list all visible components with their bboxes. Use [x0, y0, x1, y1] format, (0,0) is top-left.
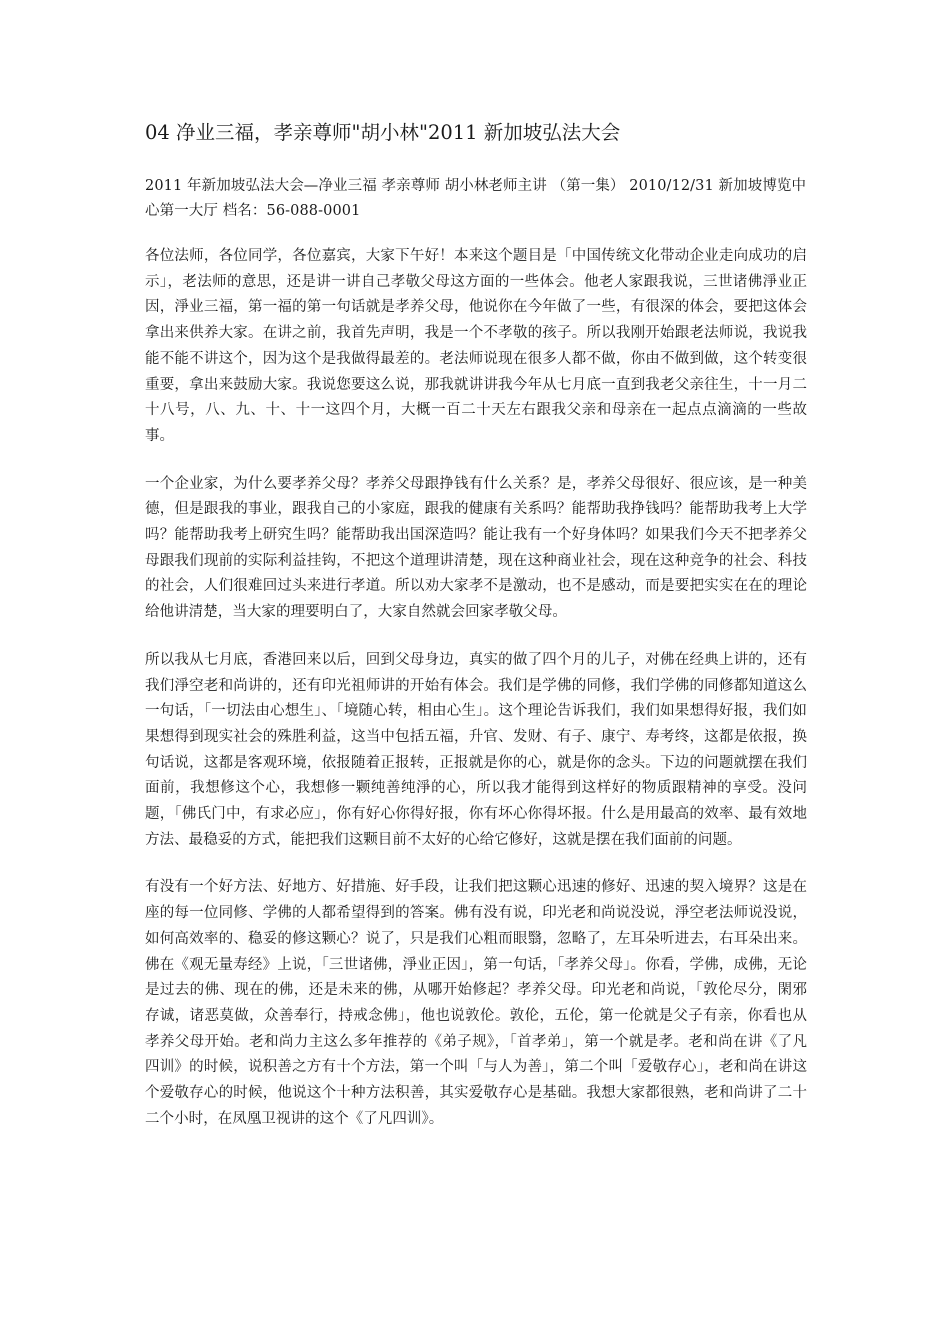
document-page: [145, 118, 807, 1155]
paragraph-4: 有没有一个好方法、好地方、好措施、好手段，让我们把这颗心迅速的修好、迅速的契入境界？这是在座的每一位同修、学佛的人都希望得到的答案。佛有没有说，印光老和尚说没说，淨空老法师说没说，如何高效率的、稳妥的修这颗心？说了，只是我们心粗而眼翳，忽略了，左耳朵听进去，右耳朵出来。佛在《观无量寿经》上说，「三世诸佛，淨业正因」，第一句话，「孝养父母」。你看，学佛，成佛，无论是过去的佛、现在的佛，还是未来的佛，从哪开始修起？孝养父母。印光老和尚说，「敦伦尽分，閑邪存诚，诸恶莫做，众善奉行，持戒念佛」，他也说敦伦。敦伦，五伦，第一伦就是父子有亲，你看也从孝养父母开始。老和尚力主这么多年推荐的《弟子规》，「首孝弟」，第一个就是孝。老和尚在讲《了凡四训》的时候，说积善之方有十个方法，第一个叫「与人为善」，第二个叫「爱敬存心」，老和尚在讲这个爱敬存心的时候，他说这个十种方法积善，其实爱敬存心是基础。我想大家都很熟，老和尚讲了二十二个小时，在凤凰卫视讲的这个《了凡四训》。: [145, 879, 807, 1127]
document-title: 04 净业三福，孝亲尊师"胡小林"2011 新加坡弘法大会: [145, 121, 621, 144]
paragraph-2: 一个企业家，为什么要孝养父母？孝养父母跟挣钱有什么关系？是，孝养父母很好、很应该，是一种美德，但是跟我的事业，跟我自己的小家庭，跟我的健康有关系吗？能帮助我挣钱吗？能帮助我考上大学吗？能帮助我考上研究生吗？能帮助我出国深造吗？能让我有一个好身体吗？如果我们今天不把孝养父母跟我们现前的实际利益挂钩，不把这个道理讲清楚，现在这种商业社会，现在这种竞争的社会、科技的社会，人们很难回过头来进行孝道。所以劝大家孝不是激动，也不是感动，而是要把实实在在的理论给他讲清楚，当大家的理要明白了，大家自然就会回家孝敬父母。: [145, 475, 807, 621]
document-meta: 2011 年新加坡弘法大会—净业三福 孝亲尊师 胡小林老师主讲 （第一集） 2010/12/31 新加坡博览中心第一大厅 档名：56-088-0001: [145, 178, 807, 219]
paragraph-1: 各位法师，各位同学，各位嘉宾，大家下午好！本来这个题目是「中国传统文化带动企业走向成功的启示」，老法师的意思，还是讲一讲自己孝敬父母这方面的一些体会。他老人家跟我说，三世诸佛淨业正因，淨业三福，第一福的第一句话就是孝养父母，他说你在今年做了一些，有很深的体会，要把这体会拿出来供养大家。在讲之前，我首先声明，我是一个不孝敬的孩子。所以我刚开始跟老法师说，我说我能不能不讲这个，因为这个是我做得最差的。老法师说现在很多人都不做，你由不做到做，这个转变很重要，拿出来鼓励大家。我说您要这么说，那我就讲讲我今年从七月底一直到我老父亲往生，十一月二十八号，八、九、十、十一这四个月，大概一百二十天左右跟我父亲和母亲在一起点点滴滴的一些故事。: [145, 248, 807, 444]
paragraph-3: 所以我从七月底，香港回来以后，回到父母身边，真实的做了四个月的儿子，对佛在经典上讲的，还有我们淨空老和尚讲的，还有印光祖师讲的开始有体会。我们是学佛的同修，我们学佛的同修都知道这么一句话，「一切法由心想生」、「境随心转，相由心生」。这个理论告诉我们，我们如果想得好报，我们如果想得到现实社会的殊胜利益，这当中包括五福，升官、发财、有子、康宁、寿考终，这都是依报，换句话说，这都是客观环境，依报随着正报转，正报就是你的心，就是你的念头。下边的问题就摆在我们面前，我想修这个心，我想修一颗纯善纯淨的心，所以我才能得到这样好的物质跟精神的享受。没问题，「佛氏门中，有求必应」，你有好心你得好报，你有坏心你得坏报。什么是用最高的效率、最有效地方法、最稳妥的方式，能把我们这颗目前不太好的心给它修好，这就是摆在我们面前的问题。: [145, 651, 807, 848]
